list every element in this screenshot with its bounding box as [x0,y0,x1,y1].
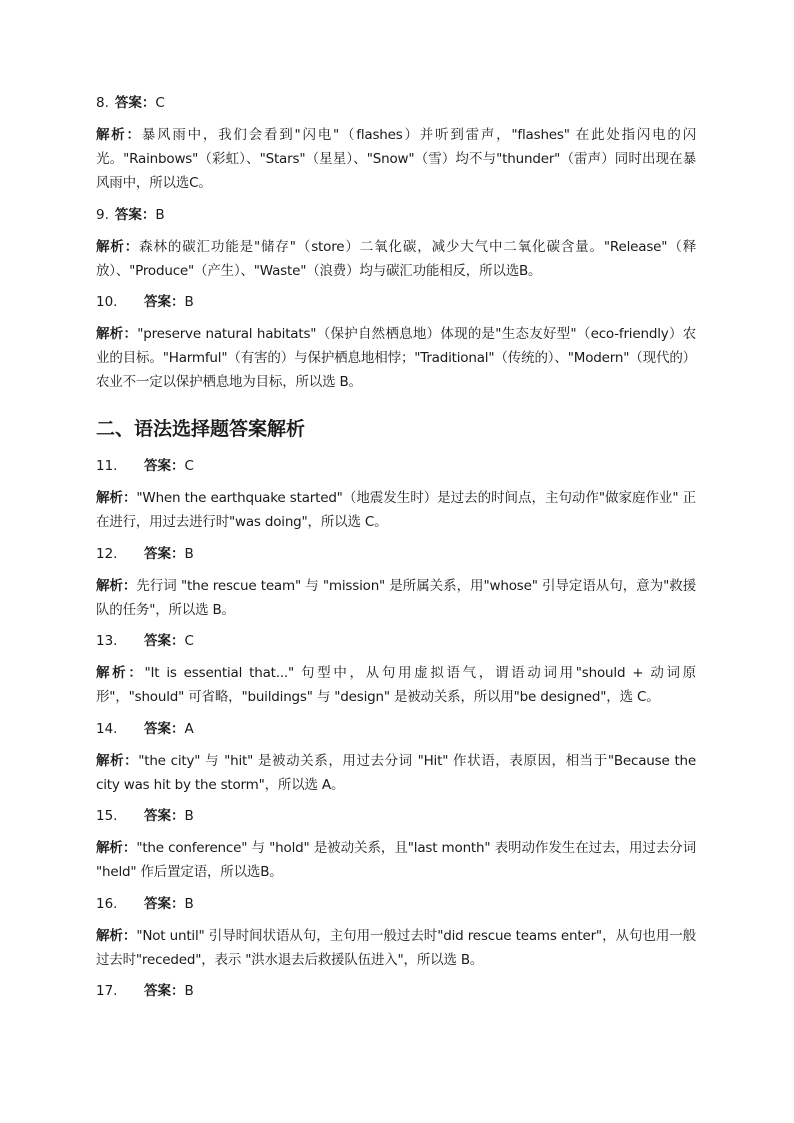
answer-value: B [184,546,194,562]
question-number: 12. [96,546,118,562]
explanation-12 [96,574,696,622]
answer-label: 答案： [144,896,185,912]
answer-label: 答案： [144,294,185,310]
answer-value: B [184,808,194,824]
answer-line-9 [96,206,696,224]
explanation-text: 先行词 "the rescue team" 与 "mission" 是所属关系，用"whose" 引导定语从句，意为"救援队的任务"，所以选 B。 [96,578,696,618]
explanation-16 [96,924,696,972]
explanation-label: 解析： [96,127,142,143]
explanation-label: 解析： [96,578,137,594]
answer-value: C [155,95,165,111]
answer-label: 答案： [144,546,185,562]
answer-value: C [184,633,194,649]
explanation-text: "the conference" 与 "hold" 是被动关系，且"last month" 表明动作发生在过去，用过去分词 "held" 作后置定语，所以选B。 [96,840,696,880]
explanation-label: 解析： [96,490,137,506]
answer-label: 答案： [144,721,185,737]
question-number: 9. [96,207,109,223]
answer-line-16 [96,895,696,913]
answer-line-10 [96,293,696,311]
explanation-text: 暴风雨中，我们会看到"闪电"（flashes）并听到雷声，"flashes" 在此处指闪电的闪光。"Rainbows"（彩虹）、"Stars"（星星）、"Snow"（雪）均不与"thunder"（雷声）同时出现在暴风雨中，所以选C。 [96,127,696,191]
answer-label: 答案： [144,633,185,649]
question-number: 11. [96,458,118,474]
explanation-8 [96,123,696,195]
explanation-label: 解析： [96,928,137,944]
answer-value: A [184,721,194,737]
question-number: 17. [96,983,118,999]
answer-value: B [184,896,194,912]
question-number: 8. [96,95,109,111]
explanation-text: "Not until" 引导时间状语从句，主句用一般过去时"did rescue teams enter"，从句也用一般过去时"receded"，表示 "洪水退去后救援队伍进入"，所以选 B。 [96,928,697,968]
answer-line-17 [96,982,696,1000]
explanation-10 [96,322,696,394]
answer-line-13 [96,632,696,650]
answer-label: 答案： [114,95,156,111]
explanation-text: "When the earthquake started"（地震发生时）是过去的时间点，主句动作"做家庭作业" 正在进行，用过去进行时"was doing"，所以选 C。 [96,490,696,530]
answer-label: 答案： [144,458,185,474]
question-number: 16. [96,896,118,912]
explanation-text: "preserve natural habitats"（保护自然栖息地）体现的是"生态友好型"（eco-friendly）农业的目标。"Harmful"（有害的）与保护栖息地相悖；"Traditional"（传统的）、"Modern"（现代的）农业不一定以保护栖息地为目标，所以选 B。 [96,326,696,390]
question-number: 13. [96,633,118,649]
explanation-label: 解析： [96,753,139,769]
answer-label: 答案： [144,983,185,999]
answer-value: B [155,207,165,223]
explanation-9 [96,235,696,283]
answer-line-14 [96,720,696,738]
explanation-text: "It is essential that..." 句型中，从句用虚拟语气，谓语动词用"should + 动词原形"，"should" 可省略，"buildings" 与 "design" 是被动关系，所以用"be designed"，选 C。 [96,665,696,705]
explanation-14 [96,749,696,797]
question-number: 14. [96,721,118,737]
explanation-label: 解析： [96,840,137,856]
answer-line-8 [96,94,696,112]
answer-line-15 [96,807,696,825]
section-heading: 二、语法选择题答案解析 [96,418,306,440]
explanation-label: 解析： [96,239,140,255]
answer-value: C [184,458,194,474]
explanation-label: 解析： [96,665,145,681]
answer-line-11 [96,457,696,475]
answer-label: 答案： [144,808,185,824]
answer-value: B [184,294,194,310]
explanation-15 [96,836,696,884]
answer-value: B [184,983,194,999]
explanation-text: "the city" 与 "hit" 是被动关系，用过去分词 "Hit" 作状语，表原因，相当于"Because the city was hit by the storm"，所以选 A。 [96,753,696,793]
answer-line-12 [96,545,696,563]
question-number: 10. [96,294,118,310]
answer-label: 答案： [114,207,156,223]
explanation-label: 解析： [96,326,138,342]
explanation-text: 森林的碳汇功能是"储存"（store）二氧化碳，减少大气中二氧化碳含量。"Release"（释放）、"Produce"（产生）、"Waste"（浪费）均与碳汇功能相反，所以选B。 [96,239,696,279]
question-number: 15. [96,808,118,824]
explanation-11 [96,486,696,534]
explanation-13 [96,661,696,709]
